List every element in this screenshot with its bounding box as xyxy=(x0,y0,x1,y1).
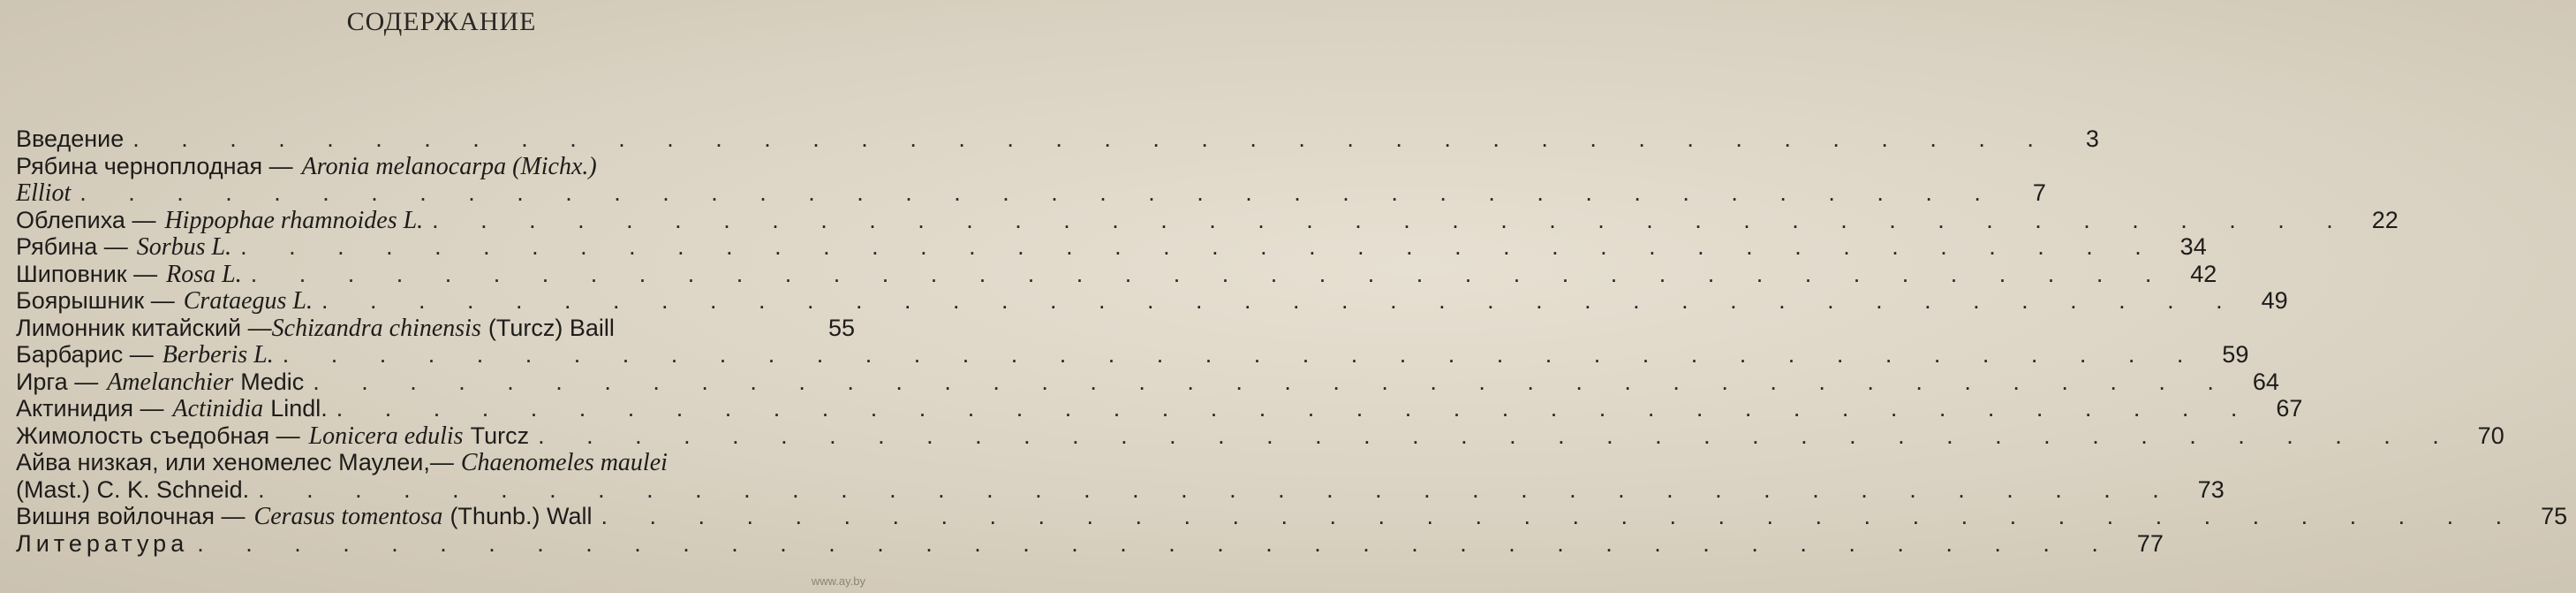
page-number: 42 xyxy=(2190,260,2217,287)
dot-leader: . . . . . . . . . . . . . . . . . . . . . . . . . . . . . . . . . . . . . . . . xyxy=(258,475,2177,503)
page-number: 49 xyxy=(2261,287,2288,314)
latin-name: Amelanchier xyxy=(107,368,234,396)
toc-entry xyxy=(16,449,2225,503)
toc-entry xyxy=(16,503,2568,530)
entry-title: Айва низкая, или хеномелес Маулеи,— xyxy=(16,449,454,475)
entry-title: Облепиха — xyxy=(16,206,156,233)
latin-name: Lonicera edulis xyxy=(308,422,464,450)
latin-name: Crataegus L. xyxy=(183,287,313,315)
latin-name: Actinidia xyxy=(172,395,264,422)
entry-title: Вишня войлочная — xyxy=(16,503,246,529)
toc-entry xyxy=(16,125,2099,153)
entry-title: Введение xyxy=(16,125,125,152)
latin-name: Cerasus tomentosa xyxy=(253,503,443,530)
dot-leader: . . . . . . . . . . . . . . . . . . . . . . . . . . . . . . . . . . . . . . . . xyxy=(132,125,2051,152)
latin-name: Aronia melanocarpa (Michx.) xyxy=(301,152,597,180)
dot-leader: . . . . . . . . . . . . . . . . . . . . . . . . . . . . . . . . . . . . . . . . xyxy=(432,206,2351,233)
page-number: 67 xyxy=(2276,395,2303,422)
dot-leader: . . . . . . . . . . . . . . . . . . . . . . . . . . . . . . . . . . . . . . . . xyxy=(250,260,2170,287)
toc-entry xyxy=(16,341,2249,369)
page-number: 75 xyxy=(2541,503,2568,529)
page-number: 59 xyxy=(2222,341,2249,368)
latin-name: Berberis L. xyxy=(162,341,274,369)
dot-leader: . . . . . . . . . . . . . . . . . . . . . . . . . . . . . . . . . . . . . . . . xyxy=(240,233,2159,260)
entry-title: Барбарис — xyxy=(16,341,154,368)
entry-title: Литература xyxy=(16,529,189,557)
page-number: 3 xyxy=(2085,125,2099,152)
latin-name-continued: Elliot xyxy=(16,179,72,207)
entry-title: Лимонник китайский — xyxy=(16,314,272,341)
entry-title: Боярышник — xyxy=(16,287,175,314)
dot-leader: . . . . . . . . . . . . . . . . . . . . . . . . . . . . . . . . . . . . . . . . xyxy=(336,395,2255,422)
page-number: 55 xyxy=(827,314,855,341)
page-number: 77 xyxy=(2136,529,2164,557)
page-number: 64 xyxy=(2252,368,2279,395)
author-abbrev: (Mast.) C. K. Schneid. xyxy=(16,475,250,503)
page-title: СОДЕРЖАНИЕ xyxy=(346,7,537,36)
toc-entry xyxy=(16,422,2504,450)
page-number: 34 xyxy=(2179,233,2207,260)
author-abbrev: (Thunb.) Wall xyxy=(449,503,593,529)
latin-name: Hippophae rhamnoides L. xyxy=(164,206,424,234)
entry-title: Актинидия — xyxy=(16,395,164,422)
toc-entry xyxy=(16,260,2217,288)
toc-entry xyxy=(16,395,2303,422)
toc-entry xyxy=(16,206,2398,234)
page-number: 7 xyxy=(2032,179,2046,206)
page-number: 22 xyxy=(2371,206,2398,233)
dot-leader: . . . . . . . . . . . . . . . . . . . . . . . . . . . . . . . . . . . . . . . . xyxy=(321,287,2240,314)
latin-name: Rosa L. xyxy=(166,260,242,288)
toc-entry xyxy=(16,233,2207,261)
toc-entry xyxy=(16,287,2288,315)
table-of-contents xyxy=(16,125,2568,557)
entry-title: Рябина черноплодная — xyxy=(16,152,293,179)
toc-entry xyxy=(16,152,2046,207)
watermark: www.ay.by xyxy=(811,574,865,588)
dot-leader: . . . . . . . . . . . . . . . . . . . . . . . . . . . . . . . . . . . . . . . . xyxy=(197,529,2116,557)
toc-entry xyxy=(16,315,864,342)
toc-entry xyxy=(16,529,2164,558)
dot-leader: . . . . . . . . . . . . . . . . . . . . . . . . . . . . . . . . . . . . . . . . xyxy=(79,179,1998,206)
dot-leader: . . . . . . . . . . . . . . . . . . . . . . . . . . . . . . . . . . . . . . . . xyxy=(601,503,2520,529)
page-number: 70 xyxy=(2477,422,2504,449)
latin-name: Schizandra chinensis xyxy=(271,314,481,342)
latin-name: Sorbus L. xyxy=(136,233,232,261)
author-abbrev: Medic xyxy=(240,368,305,395)
entry-title: Шиповник — xyxy=(16,260,158,287)
page-number: 73 xyxy=(2197,475,2225,503)
author-abbrev: Lindl. xyxy=(270,395,328,422)
entry-title: Ирга — xyxy=(16,368,99,395)
dot-leader: . . . . . . . . . . . . . . . . . . . . . . . . . . . . . . . . . . . . . . . . xyxy=(282,341,2202,368)
entry-title: Жимолость съедобная — xyxy=(16,422,300,449)
author-abbrev: Turcz xyxy=(470,422,530,449)
toc-entry xyxy=(16,368,2279,396)
dot-leader: . . . . . . . . . . . . . . . . . . . . . . . . . . . . . . . . . . . . . . . . xyxy=(538,422,2457,449)
entry-title: Рябина — xyxy=(16,233,128,260)
author-abbrev: (Turcz) Baill xyxy=(487,314,615,341)
latin-name: Chaenomeles maulei xyxy=(460,449,668,476)
dot-leader: . . . . . . . . . . . . . . . . . . . . . . . . . . . . . . . . . . . . . . . . xyxy=(313,368,2232,395)
